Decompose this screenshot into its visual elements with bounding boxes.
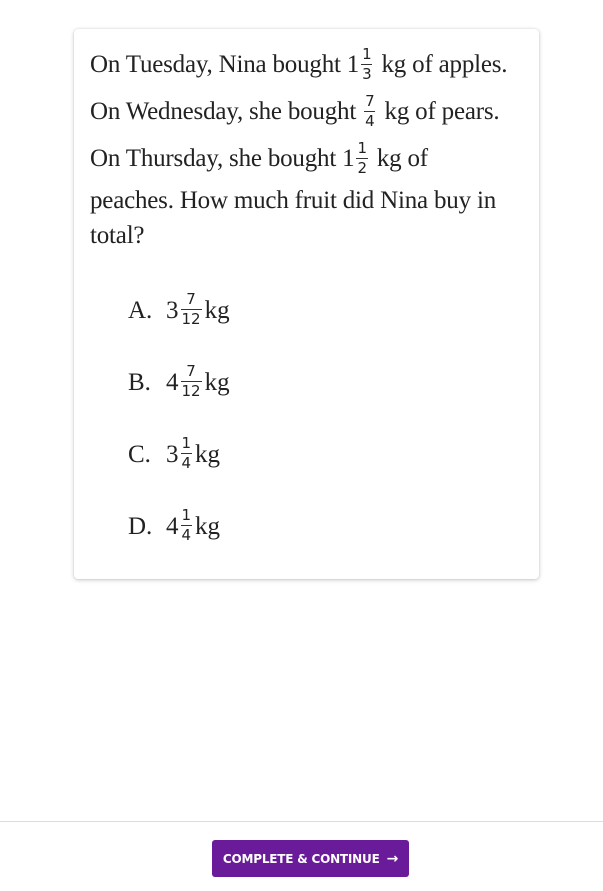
fraction	[364, 94, 375, 129]
question-line-2-tail: kg of pears.	[378, 98, 500, 126]
mixed-number-whole: 1	[346, 51, 360, 79]
question-line-3-tail: kg of	[370, 145, 428, 173]
choice-unit: kg	[204, 369, 230, 396]
fraction	[356, 141, 367, 176]
fraction-numerator: 7	[181, 292, 202, 310]
complete-continue-label: COMPLETE & CONTINUE	[222, 851, 380, 866]
fraction-denominator: 4	[181, 453, 192, 472]
fraction-numerator: 1	[181, 433, 192, 452]
question-line-1-tail: kg of apples.	[375, 51, 508, 79]
fraction-numerator: 1	[181, 505, 192, 524]
mixed-number-whole: 1	[342, 145, 355, 173]
question-line-3	[90, 139, 428, 178]
mixed-number-whole: 4	[166, 369, 179, 396]
fraction-numerator: 7	[181, 364, 202, 382]
mixed-number-whole: 4	[166, 513, 179, 540]
arrow-right-icon: →	[386, 850, 399, 867]
fraction	[181, 505, 193, 544]
choice-letter: C.	[128, 441, 151, 468]
answer-choice-c[interactable]	[128, 431, 220, 479]
fraction	[181, 289, 202, 328]
question-line-3-text: On Thursday, she bought	[90, 145, 343, 173]
footer-divider	[0, 821, 603, 822]
fraction-denominator: 3	[362, 65, 372, 83]
choice-unit: kg	[204, 297, 230, 324]
fraction-numerator: 1	[362, 45, 372, 63]
question-line-1	[90, 45, 508, 84]
question-line-4: peaches. How much fruit did Nina buy in	[90, 187, 496, 214]
question-line-5: total?	[90, 222, 145, 249]
question-card	[74, 29, 539, 579]
fraction-numerator: 7	[365, 92, 375, 110]
question-line-2	[90, 92, 500, 131]
choice-letter: D.	[128, 513, 153, 540]
choice-unit: kg	[195, 513, 221, 540]
fraction-numerator: 1	[357, 139, 367, 157]
fraction-denominator: 4	[365, 112, 375, 130]
answer-choice-b[interactable]	[128, 359, 230, 407]
choice-letter: B.	[128, 369, 151, 396]
complete-continue-button[interactable]	[212, 840, 409, 877]
fraction-denominator: 12	[181, 309, 201, 328]
fraction	[361, 47, 372, 82]
choice-unit: kg	[195, 441, 221, 468]
question-line-1-text: On Tuesday, Nina bought	[90, 51, 347, 79]
mixed-number-whole: 3	[166, 297, 179, 324]
question-line-2-text: On Wednesday, she bought	[90, 98, 363, 126]
fraction-denominator: 4	[181, 525, 192, 544]
mixed-number-whole: 3	[166, 441, 179, 468]
choice-letter: A.	[128, 297, 153, 324]
fraction-denominator: 12	[181, 381, 201, 400]
answer-choice-a[interactable]	[128, 287, 230, 335]
fraction-denominator: 2	[357, 159, 367, 177]
answer-choice-d[interactable]	[128, 503, 220, 551]
fraction	[181, 433, 193, 472]
fraction	[181, 361, 202, 400]
